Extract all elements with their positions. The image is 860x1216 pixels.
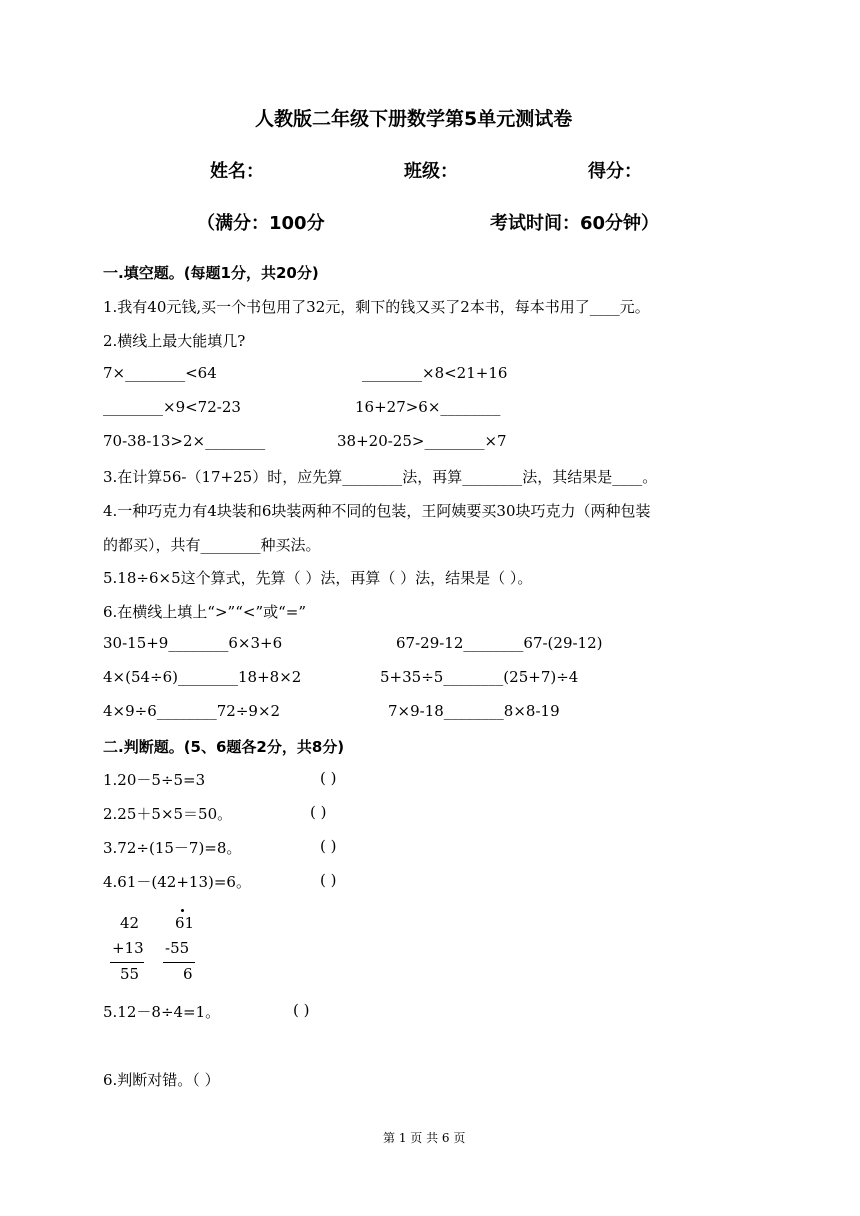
judge-item-1-bracket: ( ) (320, 769, 337, 787)
q6-item-6: 7×9-18________8×8-19 (388, 702, 560, 720)
calc-sub-line (163, 962, 195, 963)
judge-item-2-bracket: ( ) (310, 803, 327, 821)
q6-item-4: 5+35÷5________(25+7)÷4 (380, 668, 579, 686)
calc-add-line (110, 962, 144, 963)
section2-heading: 二.判断题。(5、6题各2分，共8分) (103, 738, 345, 756)
judge-item-2: 2.25＋5×5＝50。 (103, 805, 233, 823)
q2-item-6: 38+20-25>________×7 (337, 432, 507, 450)
question-1-5: 5.18÷6×5这个算式，先算（ ）法，再算（ ）法，结果是（ ）。 (103, 569, 533, 587)
vertical-calc-subtraction (163, 905, 203, 985)
calc-sub-top: 61 (175, 914, 195, 932)
q6-item-3: 4×(54÷6)________18+8×2 (103, 668, 302, 686)
calc-sub-middle: -55 (165, 939, 190, 957)
calc-add-top: 42 (120, 914, 140, 932)
question-1-2: 2.横线上最大能填几? (103, 332, 246, 350)
exam-time-text: 考试时间：60分钟） (490, 213, 660, 234)
q2-item-5: 70-38-13>2×________ (103, 432, 266, 450)
question-1-4-line2: 的都买），共有________种买法。 (103, 536, 321, 554)
section1-heading: 一.填空题。(每题1分，共20分) (103, 264, 319, 282)
judge-item-4: 4.61－(42+13)=6。 (103, 873, 251, 891)
question-1-3: 3.在计算56-（17+25）时，应先算________法，再算________法，其结果是____。 (103, 468, 658, 486)
q6-item-5: 4×9÷6________72÷9×2 (103, 702, 281, 720)
class-label: 班级： (404, 161, 458, 182)
question-1-1: 1.我有40元钱,买一个书包用了32元，剩下的钱又买了2本书，每本书用了____元。 (103, 298, 650, 316)
q2-item-4: 16+27>6×________ (355, 398, 501, 416)
q2-item-2: ________×8<21+16 (362, 364, 508, 382)
score-label: 得分： (588, 161, 642, 182)
judge-item-5-bracket: ( ) (293, 1001, 310, 1019)
calc-add-result: 55 (120, 965, 140, 983)
judge-item-3: 3.72÷(15－7)=8。 (103, 839, 242, 857)
judge-item-1: 1.20－5÷5=3 (103, 771, 206, 789)
question-1-4-line1: 4.一种巧克力有4块装和6块装两种不同的包装，王阿姨要买30块巧克力（两种包装 (103, 502, 651, 520)
judge-item-5: 5.12－8÷4=1。 (103, 1003, 221, 1021)
question-1-6: 6.在横线上填上“>”“<”或“=” (103, 603, 307, 621)
name-label: 姓名： (210, 161, 264, 182)
calc-sub-result: 6 (183, 965, 193, 983)
page-title: 人教版二年级下册数学第5单元测试卷 (255, 108, 573, 130)
full-score-text: （满分：100分 (197, 213, 325, 234)
borrow-dot-mark (181, 909, 184, 912)
judge-item-4-bracket: ( ) (320, 871, 337, 889)
q6-item-1: 30-15+9________6×3+6 (103, 634, 283, 652)
judge-item-3-bracket: ( ) (320, 837, 337, 855)
page-footer: 第 1 页 共 6 页 (383, 1131, 466, 1145)
q2-item-1: 7×________<64 (103, 364, 217, 382)
judge-item-6: 6.判断对错。（ ） (103, 1071, 220, 1089)
q2-item-3: ________×9<72-23 (103, 398, 241, 416)
q6-item-2: 67-29-12________67-(29-12) (396, 634, 603, 652)
vertical-calc-addition (110, 905, 150, 985)
calc-add-middle: +13 (112, 939, 144, 957)
